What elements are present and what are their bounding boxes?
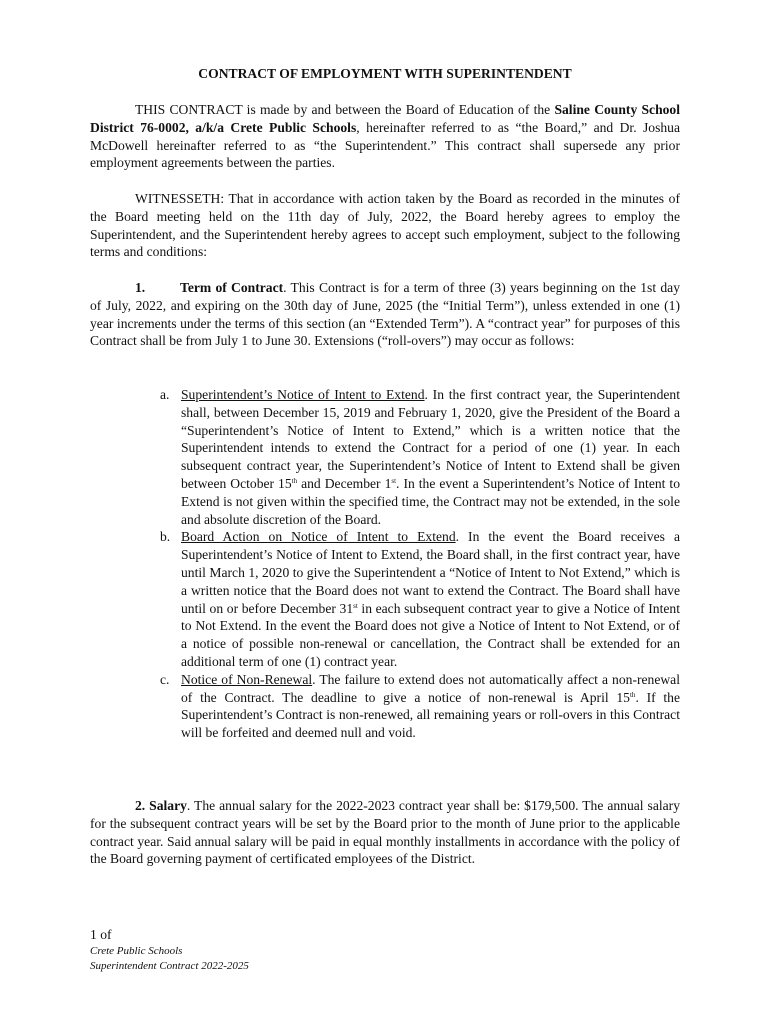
list-item-c: [160, 671, 680, 742]
document-title: CONTRACT OF EMPLOYMENT WITH SUPERINTENDENT: [198, 66, 572, 81]
witnesseth-paragraph: WITNESSETH: That in accordance with action taken by the Board as recorded in the minutes of the Board meeting held on the 11th day of July, 2022, the Board hereby agrees to employ the Superintendent, and the Superintendent hereby agrees to accept such employment, subject to the following terms and conditions:: [90, 191, 680, 260]
extension-list: [160, 386, 680, 742]
item-c-heading: Notice of Non-Renewal: [181, 671, 313, 687]
footer-line-1: Crete Public Schools: [90, 945, 183, 957]
item-b-sup-1: st: [353, 601, 358, 610]
intro-text-1: THIS CONTRACT is made by and between the Board of Education of the: [135, 102, 555, 117]
item-c-sup-1: th: [629, 690, 636, 699]
item-a-sup-2: st: [391, 476, 397, 485]
footer-line-2: Superintendent Contract 2022-2025: [90, 960, 249, 972]
section-1-heading: Term of Contract: [180, 280, 284, 295]
section-1-number: 1.: [135, 280, 146, 295]
item-c-text-2: . If the Superintendent’s Contract is non-renewed, all remaining years or roll-overs in this Contract will be forfeited and deemed null and void.: [181, 689, 681, 741]
section-2-text: . The annual salary for the 2022-2023 contract year shall be: $179,500. The annual salary for the subsequent contract years will be set by the Board prior to the month of June prior to the applicable contract year. Said annual salary will be paid in equal monthly installments in accordance with the policy of the Board governing payment of certificated employees of the District.: [90, 798, 680, 867]
item-b-text-2: in each subsequent contract year to give a Notice of Intent to Not Extend. In the event the Board does not give a Notice of Intent to Not Extend, or of a notice of possible non-renewal or cancellation, the Contract shall be extended for an additional term of one (1) contract year.: [181, 600, 680, 669]
page-number: 1 of: [90, 927, 112, 942]
item-b-marker: b.: [160, 529, 171, 545]
item-a-text-3: . In the event a Superintendent’s Notice of Intent to Extend is not given within the specified time, the Contract may not be extended, in the sole and absolute discretion of the Board.: [181, 475, 681, 527]
intro-text-2: , hereinafter referred to as “the Board,” and Dr. Joshua McDowell hereinafter referred to as “the Superintendent.” This contract shall supersede any prior employment agreements between the parties.: [90, 119, 681, 171]
item-c-marker: c.: [160, 671, 170, 687]
page-footer: [90, 926, 249, 974]
item-b-text-1: . In the event the Board receives a Superintendent’s Notice of Intent to Extend, the Board shall, in the first contract year, have until March 1, 2020 to give the Superintendent a “Notice of Intent to Not Extend,” which is a written notice that the Board does not want to extend the Contract. The Board shall have until on or before December 31: [181, 529, 680, 616]
item-a-text-2: and December 1: [297, 475, 392, 491]
item-b-heading: Board Action on Notice of Intent to Extend: [181, 529, 456, 545]
section-2-heading: Salary: [149, 798, 187, 813]
item-a-heading: Superintendent’s Notice of Intent to Extend: [181, 387, 425, 402]
list-item-a: [160, 386, 680, 528]
item-c-text-1: . The failure to extend does not automatically affect a non-renewal of the Contract. The deadline to give a notice of non-renewal is April 15: [181, 671, 680, 705]
section-2-number: 2.: [135, 798, 146, 813]
section-1-text: . This Contract is for a term of three (3) years beginning on the 1st day of July, 2022, and expiring on the 30th day of June, 2025 (the “Initial Term”), unless extended in one (1) year increments under the terms of this section (an “Extended Term”). A “contract year” for purposes of this Contract shall be from July 1 to June 30. Extensions (“roll-overs”) may occur as follows:: [90, 280, 680, 349]
item-a-text-1: . In the first contract year, the Superintendent shall, between December 15, 2019 and February 1, 2020, give the President of the Board a “Superintendent’s Notice of Intent to Extend,” which is a written notice that the Superintendent intends to extend the Contract for a period of one (1) year. In each subsequent contract year, the Superintendent’s Notice of Intent to Extend shall be given between October 15: [181, 387, 680, 491]
intro-paragraph: [90, 101, 680, 172]
item-a-marker: a.: [160, 387, 170, 402]
section-1-term: [90, 279, 680, 350]
list-item-b: [160, 528, 680, 670]
item-a-sup-1: th: [291, 476, 298, 485]
district-name: Saline County School District 76-0002, a/k/a Crete Public Schools: [90, 102, 681, 135]
section-2-salary: [90, 797, 680, 868]
